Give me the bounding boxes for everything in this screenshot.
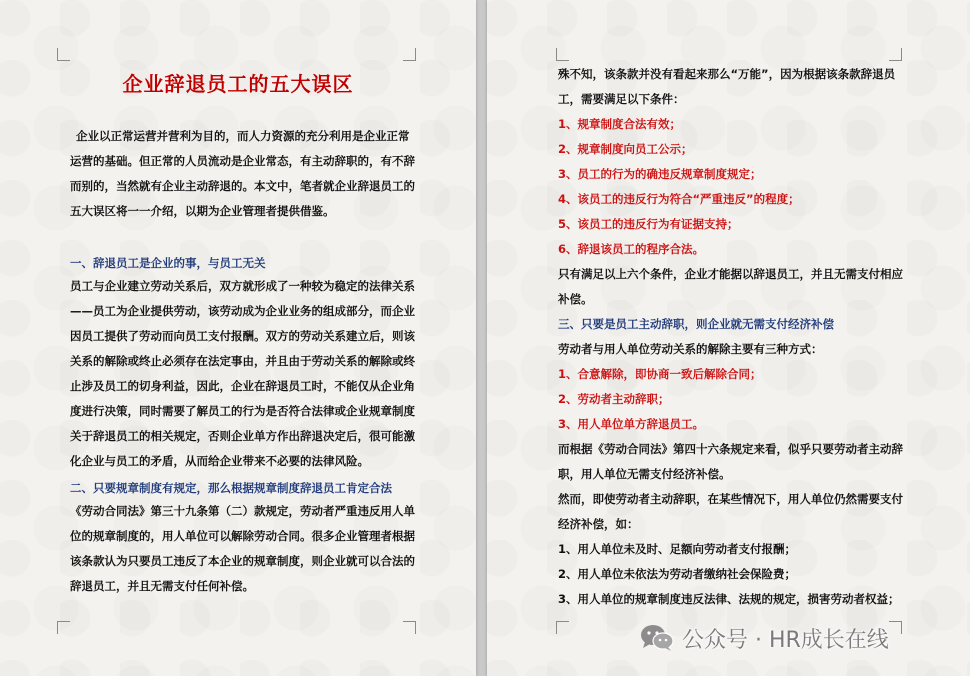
document-page-left <box>0 0 476 676</box>
continued-line: 工，需要满足以下条件： <box>558 92 685 106</box>
method-item: 2、劳动者主动辞职； <box>558 392 670 406</box>
section3-line: 而根据《劳动合同法》第四十六条规定来看，似乎只要劳动者主动辞 <box>558 442 903 456</box>
section3-intro: 劳动者与用人单位劳动关系的解除主要有三种方式： <box>558 342 823 356</box>
intro-line: 企业以正常运营并营利为目的，而人力资源的充分利用是企业正常 <box>76 129 410 143</box>
condition-item: 6、辞退该员工的程序合法。 <box>558 242 705 256</box>
crop-mark-bottom-left <box>57 621 70 634</box>
section1-line: 关于辞退员工的相关规定，否则企业单方作出辞退决定后，很可能激 <box>70 429 415 443</box>
wechat-watermark <box>640 618 889 658</box>
intro-line: 运营的基础。但正常的人员流动是企业常态，有主动辞职的，有不辞 <box>70 154 415 168</box>
section2-line: 位的规章制度的，用人单位可以解除劳动合同。很多企业管理者根据 <box>70 529 415 543</box>
section1-line: 关系的解除或终止必须存在法定事由，并且由于劳动关系的解除或终 <box>70 354 415 368</box>
crop-mark-bottom-right <box>403 621 416 634</box>
crop-mark-top-left <box>556 48 569 61</box>
after-conditions-line: 只有满足以上六个条件，企业才能据以辞退员工，并且无需支付相应 <box>558 267 903 281</box>
section3-line: 经济补偿，如： <box>558 517 639 531</box>
section1-line: 化企业与员工的矛盾，从而给企业带来不必要的法律风险。 <box>70 454 369 468</box>
crop-mark-top-right <box>403 48 416 61</box>
crop-mark-bottom-left <box>556 621 569 634</box>
case-item: 1、用人单位未及时、足额向劳动者支付报酬； <box>558 542 796 556</box>
condition-item: 5、该员工的违反行为有证据支持； <box>558 217 739 231</box>
section-heading-2: 二、只要规章制度有规定，那么根据规章制度辞退员工肯定合法 <box>70 481 392 495</box>
crop-mark-top-right <box>889 48 902 61</box>
document-title: 企业辞退员工的五大误区 <box>122 72 354 96</box>
section1-line: ——员工为企业提供劳动，该劳动成为企业业务的组成部分，而企业 <box>70 304 415 318</box>
section1-line: 止涉及员工的切身利益，因此，企业在辞退员工时，不能仅从企业角 <box>70 379 415 393</box>
crop-mark-bottom-right <box>889 621 902 634</box>
section3-line: 然而，即使劳动者主动辞职，在某些情况下，用人单位仍然需要支付 <box>558 492 903 506</box>
after-conditions-line: 补偿。 <box>558 292 593 306</box>
section2-line: 该条款认为只要员工违反了本企业的规章制度，则企业就可以合法的 <box>70 554 415 568</box>
watermark-text: 公众号 · HR成长在线 <box>682 627 889 653</box>
crop-mark-top-left <box>57 48 70 61</box>
section2-line: 《劳动合同法》第三十九条第（二）款规定，劳动者严重违反用人单 <box>70 504 415 518</box>
section-heading-3: 三、只要是员工主动辞职，则企业就无需支付经济补偿 <box>558 317 834 331</box>
condition-item: 3、员工的行为的确违反规章制度规定； <box>558 167 762 181</box>
section1-line: 因员工提供了劳动而向员工支付报酬。双方的劳动关系建立后，则该 <box>70 329 415 343</box>
intro-line: 五大误区将一一介绍，以期为企业管理者提供借鉴。 <box>70 204 335 218</box>
condition-item: 2、规章制度向员工公示； <box>558 142 693 156</box>
condition-item: 1、规章制度合法有效； <box>558 117 682 131</box>
section1-line: 员工与企业建立劳动关系后，双方就形成了一种较为稳定的法律关系 <box>70 279 415 293</box>
condition-item: 4、该员工的违反行为符合“严重违反”的程度； <box>558 192 800 206</box>
section3-line: 职，用人单位无需支付经济补偿。 <box>558 467 731 481</box>
case-item: 3、用人单位的规章制度违反法律、法规的规定，损害劳动者权益； <box>558 592 900 606</box>
continued-line: 殊不知，该条款并没有看起来那么“万能”，因为根据该条款辞退员 <box>558 67 896 81</box>
method-item: 1、合意解除，即协商一致后解除合同； <box>558 367 762 381</box>
section-heading-1: 一、辞退员工是企业的事，与员工无关 <box>70 256 266 270</box>
case-item: 2、用人单位未依法为劳动者缴纳社会保险费； <box>558 567 796 581</box>
method-item: 3、用人单位单方辞退员工。 <box>558 417 705 431</box>
document-page-right <box>487 0 970 676</box>
section1-line: 度进行决策，同时需要了解员工的行为是否符合法律或企业规章制度 <box>70 404 415 418</box>
section2-line: 辞退员工，并且无需支付任何补偿。 <box>70 579 254 593</box>
intro-line: 而别的，当然就有企业主动辞退的。本文中，笔者就企业辞退员工的 <box>70 179 415 193</box>
wechat-icon <box>640 623 674 653</box>
